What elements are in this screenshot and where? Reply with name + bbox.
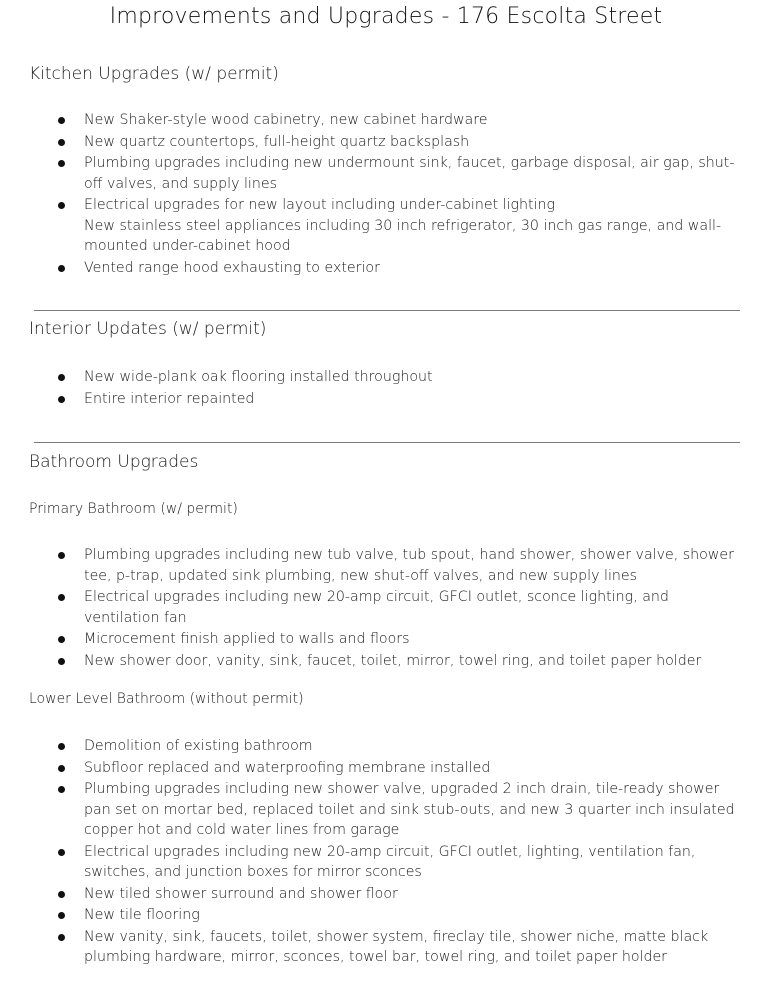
list-item: Demolition of existing bathroom (0, 736, 772, 757)
bullet-icon (58, 594, 65, 601)
list-item: Microcement finish applied to walls and floors (0, 629, 772, 650)
bullet-icon (58, 117, 65, 124)
list-item: Subfloor replaced and waterproofing membrane installed (0, 758, 772, 779)
kitchen-section-heading: Kitchen Upgrades (w/ permit) (29, 64, 279, 84)
list-item: Entire interior repainted (0, 389, 772, 410)
list-item: Electrical upgrades including new 20-amp circuit, GFCI outlet, lighting, ventilation fan, switches, and junction boxes for mirror sconces (0, 842, 772, 883)
bullet-icon (58, 786, 65, 793)
bullet-icon (58, 265, 65, 272)
primary-bathroom-list (0, 545, 772, 672)
bullet-icon (58, 139, 65, 146)
list-item: New Shaker-style wood cabinetry, new cabinet hardware (0, 110, 772, 131)
bullet-icon (58, 374, 65, 381)
bullet-icon (58, 743, 65, 750)
list-item: New tiled shower surround and shower floor (0, 884, 772, 905)
interior-list (0, 367, 772, 410)
list-item: New quartz countertops, full-height quartz backsplash (0, 132, 772, 153)
bullet-icon (58, 912, 65, 919)
bullet-icon (58, 636, 65, 643)
section-divider (34, 442, 740, 443)
lower-bathroom-list (0, 736, 772, 969)
list-item: Plumbing upgrades including new undermount sink, faucet, garbage disposal, air gap, shut-off valves, and supply lines (0, 153, 772, 194)
list-item: Electrical upgrades for new layout including under-cabinet lighting New stainless steel appliances including 30 inch refrigerator, 30 inch gas range, and wall-mounted under-cabinet hood (0, 195, 772, 257)
document-title: Improvements and Upgrades - 176 Escolta Street (109, 4, 663, 29)
kitchen-list (0, 110, 772, 279)
bullet-icon (58, 765, 65, 772)
list-item: New tile flooring (0, 905, 772, 926)
list-item: Electrical upgrades including new 20-amp circuit, GFCI outlet, sconce lighting, and ventilation fan (0, 587, 772, 628)
bathroom-section-heading: Bathroom Upgrades (29, 452, 199, 472)
list-item: New shower door, vanity, sink, faucet, toilet, mirror, towel ring, and toilet paper holder (0, 651, 772, 672)
bullet-icon (58, 552, 65, 559)
bullet-icon (58, 891, 65, 898)
bullet-icon (58, 202, 65, 209)
list-item: Plumbing upgrades including new tub valve, tub spout, hand shower, shower valve, shower tee, p-trap, updated sink plumbing, new shut-off valves, and new supply lines (0, 545, 772, 586)
bullet-icon (58, 396, 65, 403)
list-item: Vented range hood exhausting to exterior (0, 258, 772, 279)
lower-bathroom-heading: Lower Level Bathroom (without permit) (29, 691, 304, 707)
primary-bathroom-heading: Primary Bathroom (w/ permit) (29, 501, 238, 517)
interior-section-heading: Interior Updates (w/ permit) (29, 319, 267, 339)
list-item: New vanity, sink, faucets, toilet, shower system, fireclay tile, shower niche, matte black plumbing hardware, mirror, sconces, towel bar, towel ring, and toilet paper holder (0, 927, 772, 968)
list-item: Plumbing upgrades including new shower valve, upgraded 2 inch drain, tile-ready shower pan set on mortar bed, replaced toilet and sink stub-outs, and new 3 quarter inch insulated copper hot and cold water lines from garage (0, 779, 772, 841)
bullet-icon (58, 934, 65, 941)
section-divider (34, 310, 740, 311)
bullet-icon (58, 658, 65, 665)
list-item-continuation: New stainless steel appliances including 30 inch refrigerator, 30 inch gas range, and wall-mounted under-cabinet hood (84, 217, 722, 254)
bullet-icon (58, 849, 65, 856)
bullet-icon (58, 160, 65, 167)
list-item: New wide-plank oak flooring installed throughout (0, 367, 772, 388)
